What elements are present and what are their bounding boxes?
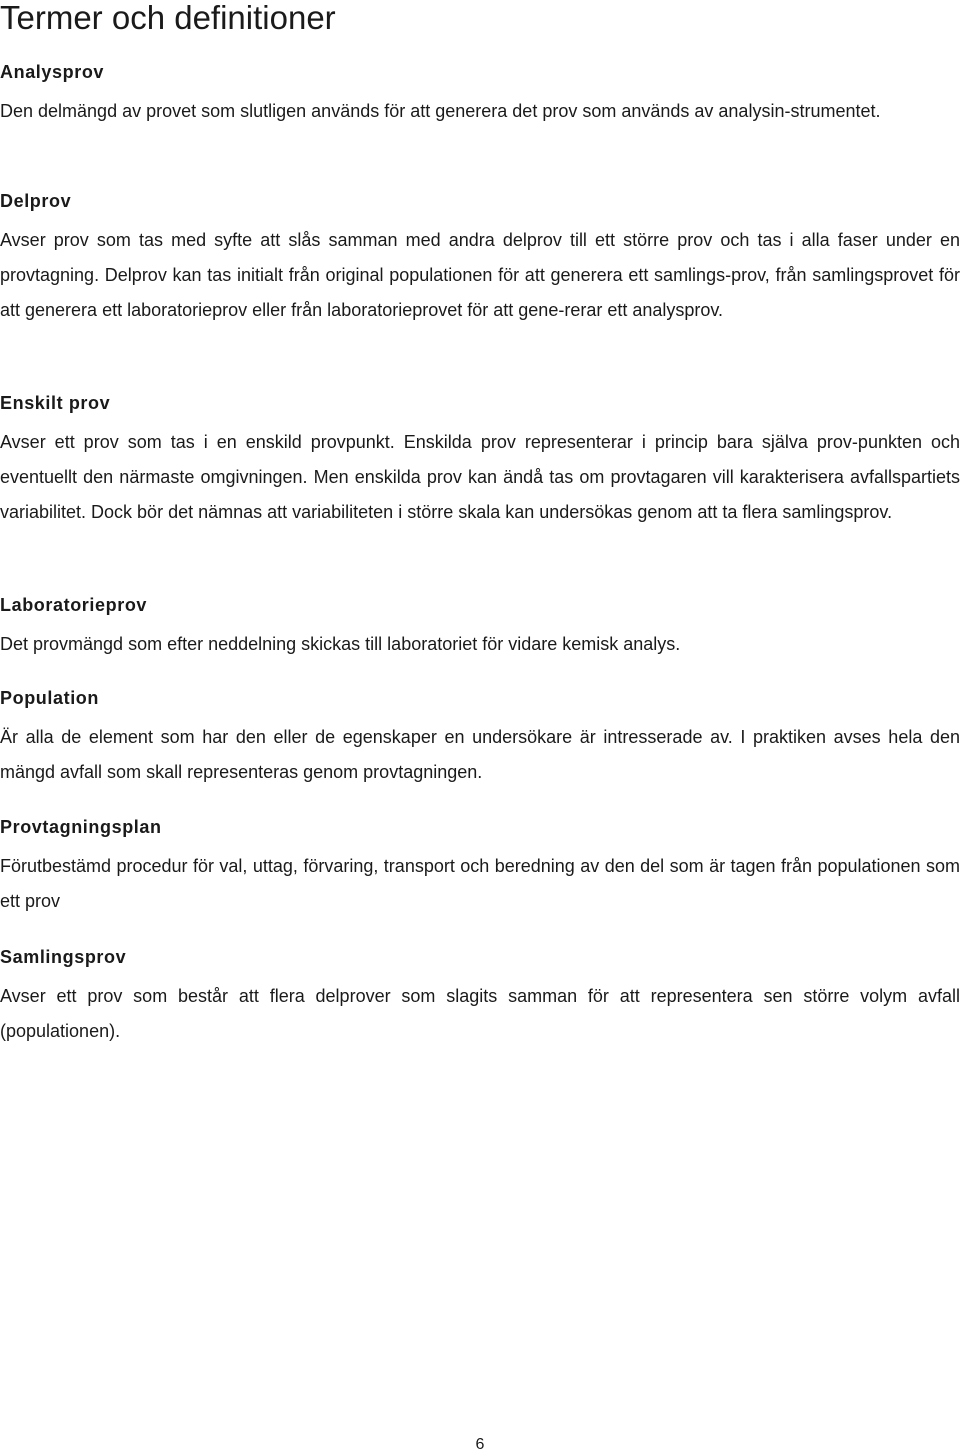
term-enskilt-prov	[0, 391, 960, 530]
term-heading: Population	[0, 688, 99, 708]
term-heading: Analysprov	[0, 62, 105, 82]
page-number: 6	[475, 1436, 485, 1453]
term-analysprov	[0, 60, 960, 129]
term-heading: Enskilt prov	[0, 393, 111, 413]
term-heading: Laboratorieprov	[0, 595, 148, 615]
term-definition: Avser ett prov som tas i en enskild provpunkt. Enskilda prov representerar i princip bara själva prov-punkten och eventuellt den närmaste omgivningen. Men enskilda prov kan ändå tas om provtagaren vill karakterisera avfallspartiets variabilitet. Dock bör det nämnas att variabiliteten i större skala kan undersökas genom att ta flera samlingsprov.	[0, 432, 960, 522]
term-heading: Provtagningsplan	[0, 817, 162, 837]
term-definition: Avser ett prov som består att flera delprover som slagits samman för att representera sen större volym avfall (populationen).	[0, 986, 960, 1041]
term-heading: Samlingsprov	[0, 947, 127, 967]
term-population	[0, 686, 960, 790]
term-definition: Är alla de element som har den eller de egenskaper en undersökare är intresserade av. I praktiken avses hela den mängd avfall som skall representeras genom provtagningen.	[0, 727, 960, 782]
term-definition: Avser prov som tas med syfte att slås samman med andra delprov till ett större prov och tas i alla faser under en provtagning. Delprov kan tas initialt från original populationen för att generera ett samlings-prov, från samlingsprovet för att generera ett laboratorieprov eller från laboratorieprovet för att gene-rerar ett analysprov.	[0, 230, 960, 320]
term-laboratorieprov	[0, 593, 960, 662]
term-heading: Delprov	[0, 191, 72, 211]
term-definition: Den delmängd av provet som slutligen används för att generera det prov som används av analysin-strumentet.	[0, 101, 881, 121]
term-samlingsprov	[0, 945, 960, 1049]
term-delprov	[0, 189, 960, 328]
term-definition: Det provmängd som efter neddelning skickas till laboratoriet för vidare kemisk analys.	[0, 634, 681, 654]
term-definition: Förutbestämd procedur för val, uttag, förvaring, transport och beredning av den del som är tagen från populationen som ett prov	[0, 856, 960, 911]
page-title: Termer och definitioner	[0, 0, 336, 36]
term-provtagningsplan	[0, 815, 960, 919]
